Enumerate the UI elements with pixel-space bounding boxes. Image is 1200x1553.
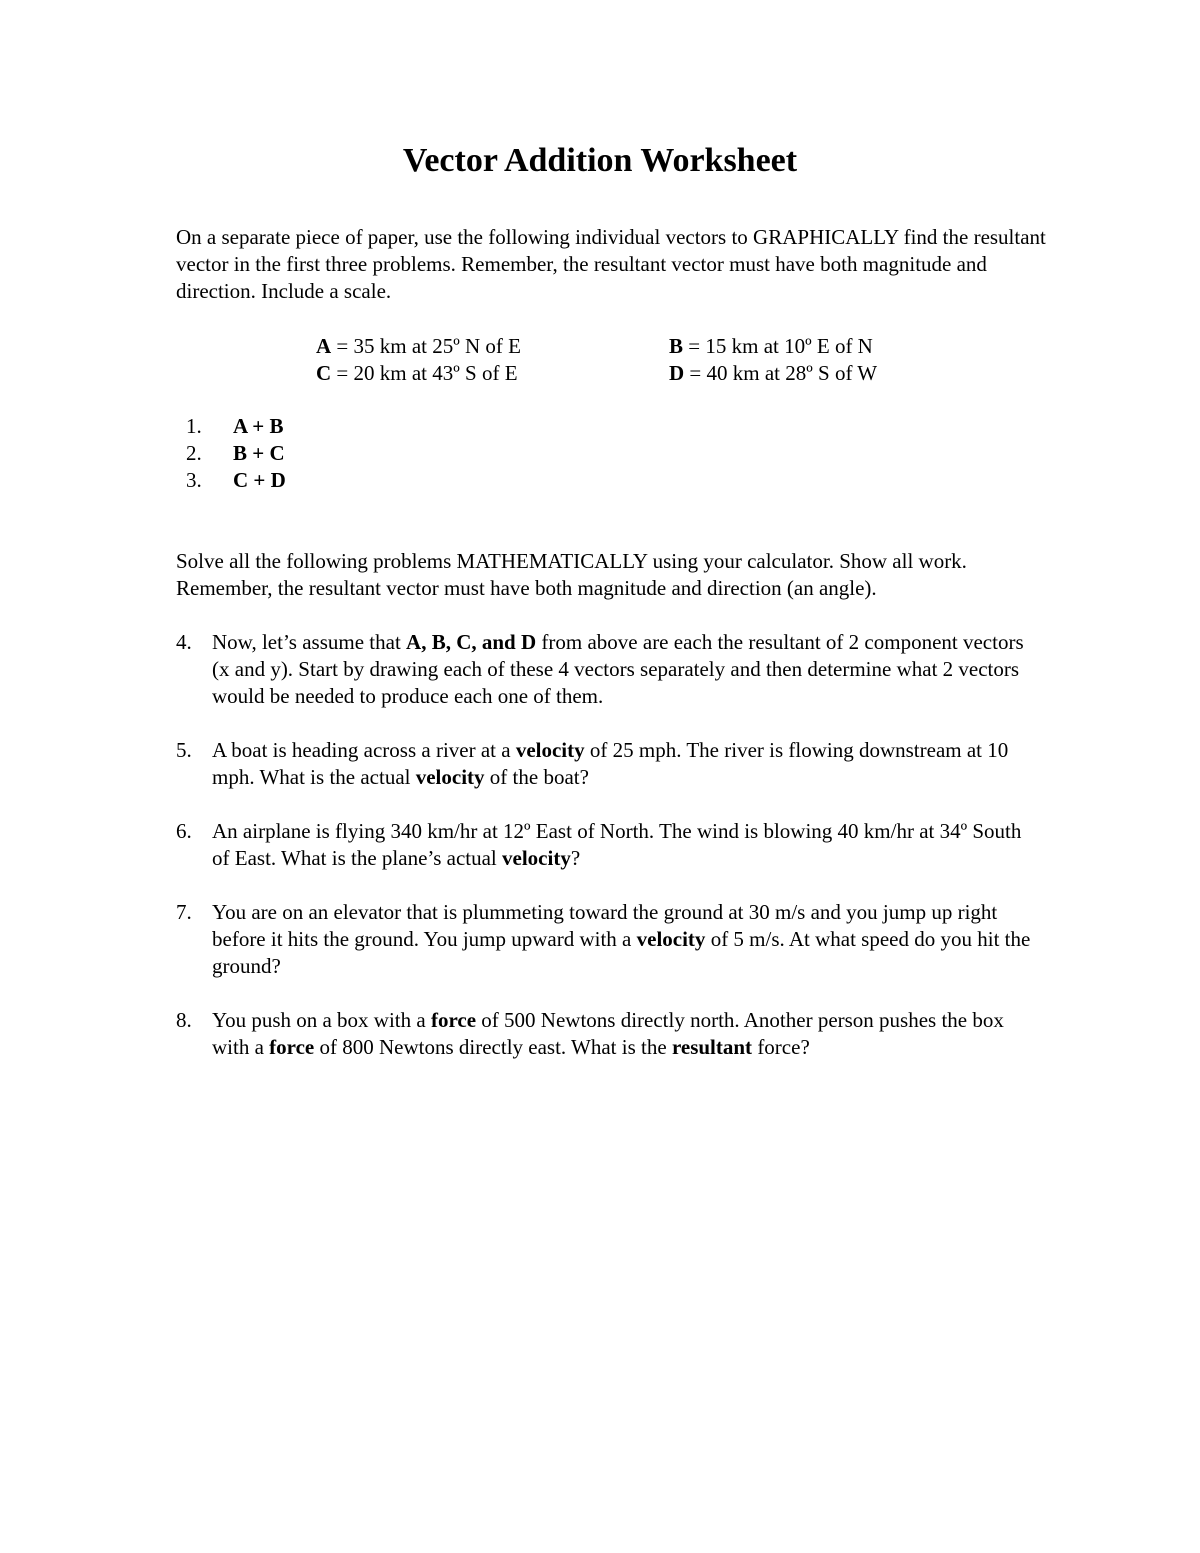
problem-bold-term: force [269, 1035, 315, 1059]
problem-text: of the boat? [484, 765, 589, 789]
problem-5 [176, 737, 1042, 791]
problem-expression: A + B [233, 414, 284, 438]
problem-7 [176, 899, 1042, 980]
problem-text: from above are each the resultant of 2 component vectors (x and y). Start by drawing each of these 4 vectors separately and then determine what 2 vectors would be needed to produce each one of them. [212, 630, 1024, 708]
problem-bold-term: velocity [515, 738, 585, 762]
problem-text: You push on a box with a [212, 1008, 431, 1032]
problem-bold-term: velocity [636, 927, 706, 951]
vector-a [316, 333, 521, 360]
problem-text: An airplane is flying 340 km/hr at 12º East of North. The wind is blowing 40 km/hr at 34º South of East. What is the plane’s actual [212, 819, 1022, 870]
vector-a-value: = 35 km at 25º N of E [331, 334, 522, 358]
problem-text: force? [752, 1035, 810, 1059]
problem-bold-term: velocity [502, 846, 571, 870]
vector-c [316, 360, 518, 387]
vector-d-name: D [669, 361, 685, 385]
problem-text: of 800 Newtons directly east. What is the [314, 1035, 672, 1059]
problem-4 [176, 629, 1042, 710]
problem-8 [176, 1007, 1042, 1061]
problem-number: 7. [176, 900, 192, 924]
problem-number: 6. [176, 819, 192, 843]
problem-text: ? [570, 846, 581, 870]
vector-d [669, 360, 877, 387]
vector-b [669, 333, 873, 360]
problem-text: A boat is heading across a river at a [212, 738, 516, 762]
problem-text: of 25 mph. The river is flowing downstream at 10 mph. What is the actual [212, 738, 1009, 789]
problem-6 [176, 818, 1042, 872]
vector-c-value: = 20 km at 43º S of E [331, 361, 518, 385]
problem-text: Now, let’s assume that [212, 630, 407, 654]
problem-number: 1. [186, 414, 202, 438]
problem-number: 5. [176, 738, 192, 762]
math-instructions: Solve all the following problems MATHEMATICALLY using your calculator. Show all work. Remember, the resultant vector must have both magnitude and direction (an angle). [176, 549, 967, 600]
problem-number: 8. [176, 1008, 192, 1032]
problem-bold-term: velocity [415, 765, 485, 789]
list-item [186, 440, 286, 467]
problem-number: 2. [186, 441, 202, 465]
problem-bold-term: force [430, 1008, 477, 1032]
problem-bold-term: A, B, C, and D [406, 630, 537, 654]
vector-c-name: C [316, 361, 332, 385]
vector-b-value: = 15 km at 10º E of N [683, 334, 873, 358]
graphical-problem-list [186, 413, 286, 494]
problem-text: of 500 Newtons directly north. Another person pushes the box with a [212, 1008, 1004, 1059]
problem-bold-term: resultant [671, 1035, 753, 1059]
page-title: Vector Addition Worksheet [402, 142, 798, 179]
list-item [186, 413, 286, 440]
problem-expression: C + D [233, 468, 286, 492]
problem-text: of 5 m/s. At what speed do you hit the ground? [212, 927, 1031, 978]
problem-number: 4. [176, 630, 192, 654]
vector-d-value: = 40 km at 28º S of W [684, 361, 878, 385]
problem-expression: B + C [233, 441, 285, 465]
problem-number: 3. [186, 468, 202, 492]
vector-b-name: B [669, 334, 684, 358]
problem-text: You are on an elevator that is plummeting toward the ground at 30 m/s and you jump up right before it hits the ground. You jump upward with a [212, 900, 998, 951]
list-item [186, 467, 286, 494]
graphical-instructions: On a separate piece of paper, use the following individual vectors to GRAPHICALLY find the resultant vector in the first three problems. Remember, the resultant vector must have both magnitude and direction. Include a scale. [176, 225, 1046, 303]
vector-a-name: A [316, 334, 332, 358]
